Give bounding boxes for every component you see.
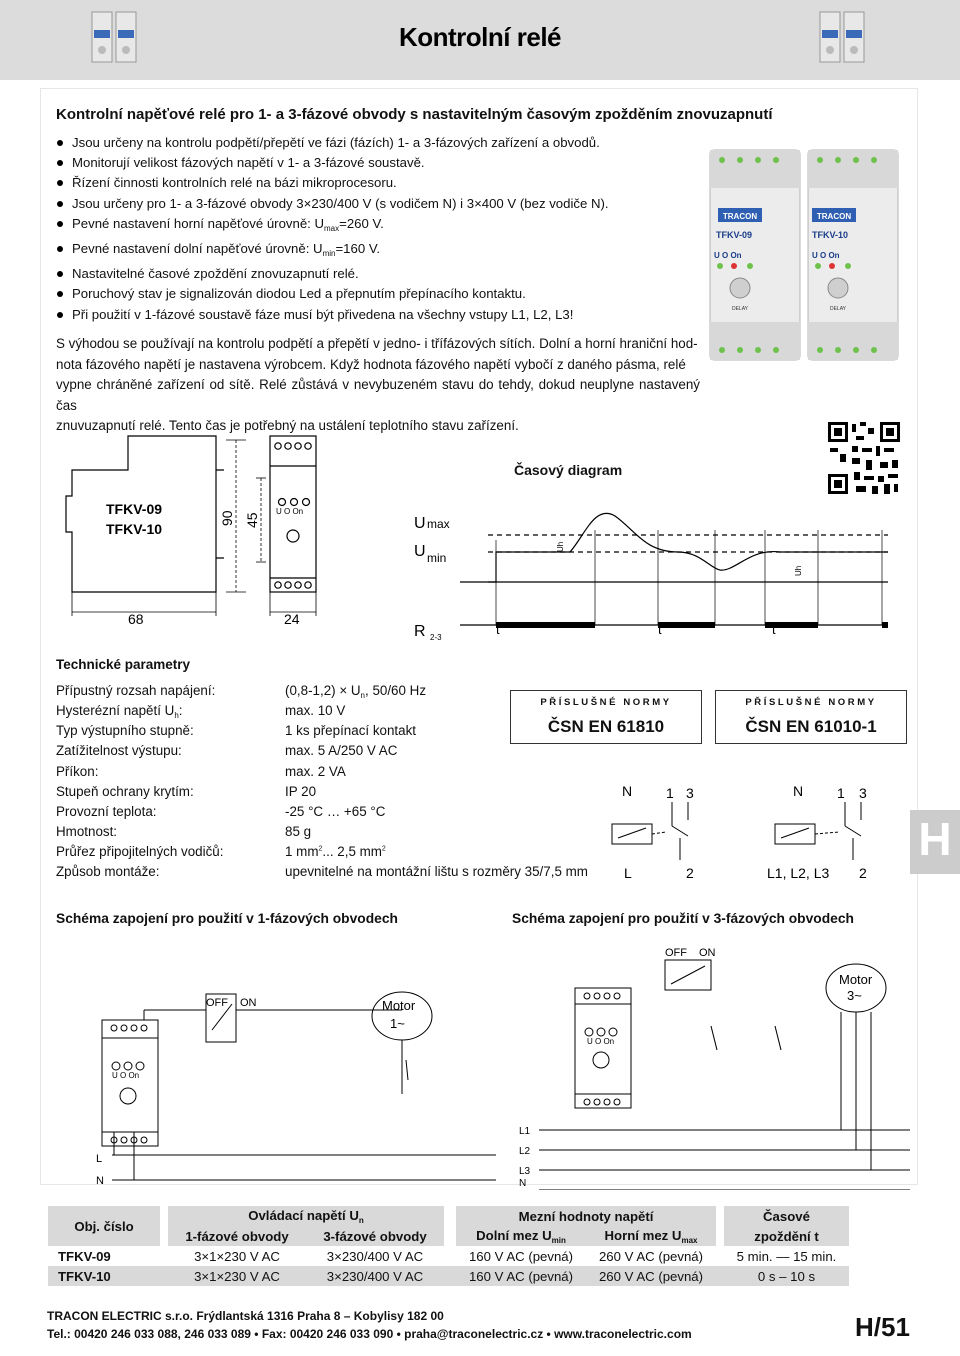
svg-text:max: max [427,517,450,531]
table-header: 1-fázové obvody [168,1226,306,1246]
width2-dimension: 24 [284,611,300,627]
norm-box-1: PŘÍSLUŠNÉ NORMY ČSN EN 61810 [510,690,702,744]
table-header: Ovládací napětí $U_n$ [168,1206,444,1226]
tech-value: -25 °C … +65 °C [285,804,386,819]
footer-contact: Tel.: 00420 246 033 088, 246 033 089 • Fax: 00420 246 033 090 • praha@traconelectric.cz • www.traconelectric.com [47,1327,692,1341]
dimension-drawing [56,430,336,640]
svg-text:t: t [496,622,500,637]
list-item: Při použití v 1-fázové soustavě fáze musí být přivedena na všechny vstupy L1, L2, L3! [56,305,609,325]
svg-text:2: 2 [859,865,867,881]
svg-text:ON: ON [240,997,257,1009]
tech-value: 85 g [285,824,312,839]
tech-value: 1 $mm^2$... 2,5 $mm^2$ [285,844,386,859]
svg-text:Uh: Uh [556,541,565,552]
svg-text:2-3: 2-3 [430,633,442,642]
list-item: Jsou určeny na kontrolu podpětí/přepětí ve fázi (fázích) 1- a 3-fázových zařízení a obvodů. [56,133,609,153]
svg-text:TRACON: TRACON [816,212,852,221]
tech-value: IP 20 [285,784,317,799]
footer-address: TRACON ELECTRIC s.r.o. Frýdlantská 1316 Praha 8 – Kobylisy 182 00 [47,1309,444,1323]
svg-text:TFKV-10: TFKV-10 [812,230,849,240]
svg-text:U O On: U O On [812,251,840,260]
photo-model: TFKV-09 [716,230,753,240]
list-item: Monitorují velikost fázových napětí v 1- a 3-fázové soustavě. [56,153,609,173]
svg-text:L2: L2 [519,1146,531,1157]
device-label-2: TFKV-10 [106,521,163,537]
list-item: Pevné nastavení dolní napěťové úrovně: $U_{min}=160$ V. [56,239,609,264]
svg-text:min: min [427,551,447,565]
schema-1f-title: Schéma zapojení pro použití v 1-fázových obvodech [56,911,398,926]
product-table [48,1206,849,1286]
svg-text:3~: 3~ [847,988,862,1003]
tech-parameters-title: Technické parametry [56,657,191,672]
svg-text:Motor: Motor [382,998,416,1013]
svg-text:R: R [414,623,426,640]
svg-text:U O On: U O On [112,1071,140,1080]
schema-3f-diagram [515,940,910,1190]
svg-text:N: N [793,783,804,799]
tech-value: 1 ks přepínací kontakt [285,723,417,738]
list-item: Poruchový stav je signalizován diodou Led a přepnutím přepínacího kontaktu. [56,284,609,304]
svg-text:2: 2 [686,865,694,881]
schema-1f-diagram [56,990,496,1190]
table-header: Mezní hodnoty napětí [456,1206,716,1226]
svg-text:DELAY: DELAY [731,306,749,312]
tech-label: Přípustný rozsah napájení: [56,683,216,698]
svg-text:t: t [772,622,776,637]
svg-text:1~: 1~ [390,1016,405,1031]
section-badge-letter: H [918,813,952,865]
tech-label: Typ výstupního stupně: [56,723,194,738]
svg-text:N: N [519,1178,527,1189]
svg-text:L3: L3 [519,1166,531,1177]
svg-text:1: 1 [837,785,845,801]
svg-text:L1: L1 [519,1126,531,1137]
svg-text:L: L [96,1153,103,1165]
terminal-diagram-3f [765,780,895,885]
svg-text:ON: ON [699,947,716,959]
svg-text:N: N [96,1175,104,1187]
svg-text:DELAY: DELAY [829,306,847,312]
list-item: Nastavitelné časové zpoždění znovuzapnutí relé. [56,264,609,284]
height2-dimension: 45 [244,512,260,528]
feature-list [56,133,609,325]
svg-text:U O On: U O On [276,507,304,516]
height-dimension: 90 [219,510,235,526]
svg-text:OFF: OFF [206,997,228,1009]
list-item: Pevné nastavení horní napěťové úrovně: $U_{max}=260$ V. [56,214,609,239]
tech-label: Průřez připojitelných vodičů: [56,844,224,859]
svg-text:L1, L2, L3: L1, L2, L3 [767,865,830,881]
svg-text:Motor: Motor [839,972,873,987]
svg-text:U: U [414,543,426,560]
list-item: Řízení činnosti kontrolních relé na bázi mikroprocesoru. [56,173,609,193]
svg-text:U: U [414,515,426,532]
table-header: 3-fázové obvody [306,1226,444,1246]
tech-label: Stupeň ochrany krytím: [56,784,194,799]
table-header: zpoždění t [724,1226,849,1246]
svg-text:L: L [624,865,632,881]
description-paragraph: S výhodou se používají na kontrolu podpětí a přepětí v jedno- i třífázových sítích. Dolní a horní hraniční hod- nota fázového napětí je nastavena výrobcem. Když hodnota fázového napětí vybočí z daného pásma, relé vypne chráněné zařízení od sítě. Relé zůstává v nevybuzeném stavu do tehdy, dokud neuplyne nastavený čas znuvuzapnutí relé. Tento čas je potřebný na ustálení teplotního stavu zařízení. [56,336,700,433]
tech-value: max. 10 V [285,703,346,718]
device-label-1: TFKV-09 [106,501,163,517]
svg-text:3: 3 [686,785,694,801]
table-row: TFKV-10 3×1×230 V AC 3×230/400 V AC 160 V AC (pevná) 260 V AC (pevná) 0 s – 10 s [48,1266,849,1286]
svg-text:OFF: OFF [665,947,687,959]
tech-value: $(0,8-1,2) \times U_n$, 50/60 Hz [285,683,427,700]
svg-text:U O On: U O On [587,1037,615,1046]
svg-text:t: t [658,622,662,637]
page-title: Kontrolní relé [398,22,561,52]
tech-value: upevnitelné na montážní lištu s rozměry 35/7,5 mm [285,864,588,879]
photo-brand: TRACON [722,212,758,221]
svg-text:N: N [622,783,633,799]
schema-3f-title: Schéma zapojení pro použití v 3-fázových obvodech [512,911,854,926]
svg-text:Uh: Uh [794,565,803,576]
table-row: TFKV-09 3×1×230 V AC 3×230/400 V AC 160 V AC (pevná) 260 V AC (pevná) 5 min. — 15 min. [58,1248,837,1264]
tech-value: max. 2 VA [285,764,346,779]
svg-text:U O On: U O On [714,251,742,260]
timing-diagram [410,490,890,650]
tech-label: Zatížitelnost výstupu: [56,743,182,758]
table-header: Obj. číslo [48,1206,160,1246]
svg-text:1: 1 [666,785,674,801]
norm-box-2: PŘÍSLUŠNÉ NORMY ČSN EN 61010-1 [715,690,907,744]
table-header: Horní mez $U_{max}$ [586,1226,716,1246]
page-number: H/51 [855,1312,910,1342]
tech-label: Hmotnost: [56,824,118,839]
timing-title: Časový diagram [514,462,623,478]
tech-label: Provozní teplota: [56,804,157,819]
tech-label: Způsob montáže: [56,864,160,879]
width-dimension: 68 [128,611,144,627]
table-header: Časové [724,1206,849,1226]
list-item: Jsou určeny pro 1- a 3-fázové obvody 3×230/400 V (s vodičem N) i 3×400 V (bez vodiče N). [56,194,609,214]
qr-code [826,420,902,496]
product-photo [700,138,900,378]
svg-text:3: 3 [859,785,867,801]
table-header: Dolní mez $U_{min}$ [456,1226,586,1246]
terminal-diagram-1f [610,780,730,885]
tech-label: Hysterézní napětí $U_h$: [56,703,183,720]
section-heading: Kontrolní napěťové relé pro 1- a 3-fázové obvody s nastavitelným časovým zpožděním znovuzapnutí [56,106,773,123]
tech-label: Příkon: [56,764,99,779]
tech-value: max. 5 A/250 V AC [285,743,398,758]
